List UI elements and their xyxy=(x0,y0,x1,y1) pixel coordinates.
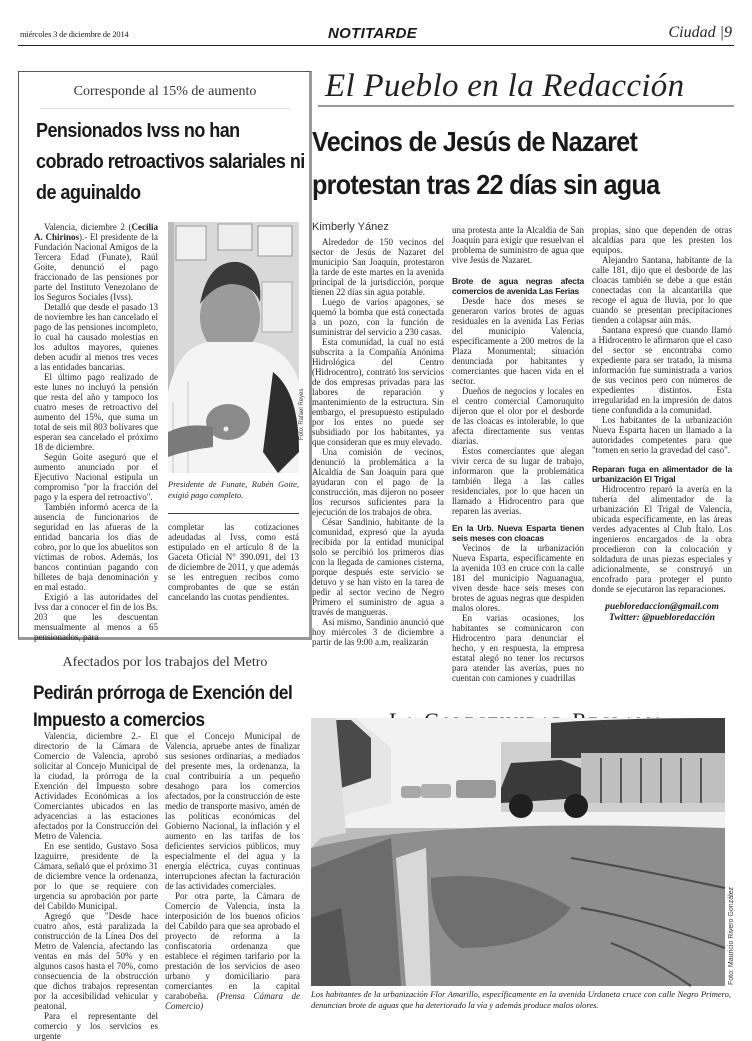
paragraph: Santana expresó que cuando llamó a Hidrocentro le afirmaron que el caso del sector se encontraba como expediente para ser tratado, la misma información fue suministrada a varios de sus vecinos pero con números de expedientes distintos. Esta irregularidad en la impresión de datos tiene confundida a la comunidad. xyxy=(592,325,732,415)
metro-headline: Pedirán prórroga de Exención del Impuesto a comercios xyxy=(33,683,293,731)
street-image xyxy=(311,718,725,986)
paragraph: Alejandro Santana, habitante de la calle 181, dijo que el desborde de las cloacas también se debe a que están conectadas con la alcantarilla que recoge el agua de lluvia, por lo que cuando se presentan precipitaciones tienden a colapsar aún más. xyxy=(592,255,732,325)
paragraph: Por otra parte, la Cámara de Comercio de Valencia, insta la interposición de los buenos oficios del Cabildo para que sea aprobado el proyecto de reforma a la confiscatoria ordenanza que establece el régimen tarifario por la prestación de los servicios de aseo urbano y domiciliario para comerciantes en la capital carabobeña. (Prensa Cámara de Comercio) xyxy=(165,891,300,1011)
caption-divider xyxy=(168,513,299,514)
subhead-nueva-esparta: En la Urb. Nueva Esparta tienen seis meses con cloacas xyxy=(452,523,584,543)
paragraph: Una comisión de vecinos, denunció la problemática a la Alcaldía de San Joaquín para que ayudaran con el pago de la construcción, mas dijeron no poseer los recursos suficientes para la ejecución de los trabajos de obra. xyxy=(312,447,444,517)
contact-info xyxy=(592,602,732,624)
banner-divider xyxy=(318,105,734,107)
paragraph: Dueños de negocios y locales en el centro comercial Camoruquito dijeron que el olor por el desborde de las cloacas es intolerable, lo que afecta directamente sus ventas diarias. xyxy=(452,386,584,446)
paragraph: En varias ocasiones, los habitantes se comunicaron con Hidrocentro para denunciar el hecho, y en respuesta, la empresa estatal alegó no tener los recursos para atender las averías, pues no cuentan con camiones y cuadrillas xyxy=(452,613,584,683)
pensionados-column-2 xyxy=(168,522,299,602)
vecinos-headline: Vecinos de Jesús de Nazaret protestan tras 22 días sin agua xyxy=(312,126,660,200)
paragraph: Según Goite aseguró que el aumento anunciado por el Ejecutivo Nacional estipula un compromiso "por la fracción del pago y la espera del retroactivo". xyxy=(34,452,158,502)
photo-credit: Foto: Rafael Reyes xyxy=(299,388,305,440)
photo-caption: Los habitantes de la urbanización Flor Amarillo, específicamente en la avenida Urdaneta cruce con calle Negro Primero, denuncian brote de aguas que ha deteriorado la vía y además produce malos olores. xyxy=(311,989,731,1010)
paragraph: propias, sino que dependen de otras alcaldías para que les presten los equipos. xyxy=(592,225,732,255)
paragraph: Detalló que desde el pasado 13 de noviembre les han cancelado el pago de las pensiones incompleto, lo cual ha causado molestias en los adultos mayores, quienes deben acudir al menos tres veces a las entidades bancarias. xyxy=(34,302,158,372)
contact-email-link[interactable]: puebloredaccion@gmail.com xyxy=(605,602,719,612)
funate-president-photo xyxy=(168,222,299,473)
paragraph: Luego de varios apagones, se quemó la bomba que está conectada a un pozo, con la función de suministrar del servicio a 230 casas. xyxy=(312,297,444,337)
vecinos-column-3 xyxy=(592,225,732,624)
metro-column-2 xyxy=(165,731,300,1011)
subhead-las-ferias: Brote de agua negras afecta comercios de avenida Las Ferias xyxy=(452,276,584,296)
newspaper-logo: NOTITARDE xyxy=(328,25,418,42)
paragraph: Desde hace dos meses se generaron varios brotes de aguas residuales en la avenida Las Ferias del municipio Valencia, específicamente a 200 metros de la Plaza Monumental; situación denunciada por habitantes y comerciantes que hacen vida en el sector. xyxy=(452,296,584,386)
section-page-number: Ciudad |9 xyxy=(668,24,732,41)
photo-credit: Foto: Mauricio Rivero González xyxy=(728,886,735,985)
paragraph: una protesta ante la Alcaldía de San Joaquín para exigir que resuelvan el problema de suministro de agua que vive Jesús de Nazaret. xyxy=(452,225,584,265)
subhead-el-trigal: Reparan fuga en alimentador de la urbanización El Trigal xyxy=(592,464,732,484)
paragraph: completar las cotizaciones adeudadas al Ivss, como está estipulado en el artículo 8 de la Gaceta Oficial N° 390.091, del 13 de diciembre de 2011, y que además se les entreguen recibos como comprobantes de que se están cancelando las cuotas pendientes. xyxy=(168,522,299,602)
vecinos-column-1 xyxy=(312,237,444,647)
paragraph: Agregó que "Desde hace cuatro años, está paralizada la construcción de la Línea Dos del Metro de Valencia, afectando las ventas en más del 50% y en algunos casos hasta el 70%, como consecuencia de la obstrucción que dichos trabajos representan por la accesibilidad vehicular y peatonal. xyxy=(34,911,158,1011)
pensionados-column-1 xyxy=(34,222,158,642)
paragraph: Así mismo, Sandinio anunció que hoy miércoles 3 de diciembre a partir de las 9:00 a.m, realizarán xyxy=(312,617,444,647)
paragraph: que el Concejo Municipal de Valencia, apruebe antes de finalizar sus sesiones ordinarias, a mediados del presente mes, la ordenanza, la cual contribuiría a un pequeño desahogo para los comercios afectados, por la construcción de este medio de transporte masivo, amén de las políticas económicas del Gobierno Nacional, la inflación y el aumento en las tarifas de los deficientes servicios públicos, muy especialmente el del agua y la energía eléctrica, cuyas continuas interrupciones afectan la facturación de las actividades comerciales. xyxy=(165,731,300,891)
paragraph: Alrededor de 150 vecinos del sector de Jesús de Nazaret del municipio San Joaquín, protestaron la tarde de este martes en la avenida principal de la jurisdicción, porque tienen 22 días sin agua potable. xyxy=(312,237,444,297)
metro-kicker: Afectados por los trabajos del Metro xyxy=(62,655,268,670)
paragraph: En ese sentido, Gustavo Sosa Izaguirre, presidente de la Cámara, señaló que el próximo 31 de diciembre vence la ordenanza, por lo que se requiere con urgencia su aprobación por parte del Cabildo Municipal. xyxy=(34,841,158,911)
pensionados-headline: Pensionados Ivss no han cobrado retroactivos salariales ni de aguinaldo xyxy=(36,120,305,204)
paragraph: César Sandinio, habitante de la comunidad, expresó que la ayuda recibida por la entidad municipal solo se percibió los primeros días con la llegada de camiones cisterna, porque después este servicio se detuvo y se han visto en la tarea de pedir al sector vecino de Negro Primero el suministro de agua a través de mangueras. xyxy=(312,517,444,617)
paragraph: El último pago realizado de este lunes no incluyó la pensión que resta del año y tampoco los cuatro meses de retroactivo del aumento del 15%, que suma un total de seis mil 803 bolívares que esperan sea cancelado el próximo 18 de diciembre. xyxy=(34,372,158,452)
header-divider xyxy=(18,45,734,46)
source-credit: (Prensa Cámara de Comercio) xyxy=(165,991,300,1011)
portrait-image xyxy=(168,222,299,473)
vecinos-column-2 xyxy=(452,225,584,683)
section-banner: El Pueblo en la Redacción xyxy=(325,68,685,104)
issue-date: miércoles 3 de diciembre de 2014 xyxy=(20,29,129,39)
contact-twitter-link[interactable]: Twitter: @puebloredacción xyxy=(609,613,715,623)
kicker-divider xyxy=(40,108,290,109)
pensionados-kicker: Corresponde al 15% de aumento xyxy=(73,84,257,99)
paragraph: Vecinos de la urbanización Nueva Esparta, específicamente en la avenida 103 en cruce con la calle 181 del municipio Naguanagua, viven desde hace seis meses con brotes de aguas negras que despiden malos olores. xyxy=(452,543,584,613)
paragraph: También informó acerca de la ausencia de funcionarios de seguridad en las afueras de la entidad bancaria los días de cobro, por lo que los abuelitos son víctimas de robos. Además, los bancos continúan pagando con billetes de baja denominación y en mal estado. xyxy=(34,502,158,592)
paragraph: Estos comerciantes que alegan vivir cerca de su lugar de trabajo, informaron que la problemática también llega a las calles residenciales, por lo que hacen un llamado a Hidrocentro para que reparen las averías. xyxy=(452,446,584,516)
paragraph: Esta comunidad, la cual no está subscrita a la Compañía Anónima Hidrológica del Centro (Hidrocentro), contrató los servicios de dos empresas privadas para las labores de reparación y mantenimiento de la estructura. Sin embargo, el presupuesto estipulado por los entes no puede ser subsidiado por los habitantes, ya que consideran que es muy elevado. xyxy=(312,337,444,447)
paragraph: Hidrocentro reparó la avería en la tubería del alimentador de la urbanización El Trigal de Valencia, ubicada específicamente, en las áreas verdes adyacentes al Club Ítalo. Los ingenieros encargados de la obra procedieron con la colocación y soldadura de unas piezas especiales y adicionalmente, se construyó un encofrado para proteger el punto donde se ejecutaron las reparaciones. xyxy=(592,484,732,594)
paragraph: Para el representante del comercio y los servicios es urgente xyxy=(34,1011,158,1041)
byline: Kimberly Yánez xyxy=(312,221,389,233)
photo-caption: Presidente de Funate, Rubén Goite, exigió pago completo. xyxy=(168,479,299,500)
flooded-street-photo xyxy=(311,718,725,986)
paragraph: Valencia, diciembre 2.- El directorio de la Cámara de Comercio de Valencia, aprobó solicitar al Concejo Municipal de la ciudad, la prórroga de la Exención del Impuesto sobre Actividades Económicas a los Comerciantes ubicados en las adyacencias a las estaciones afectados por la Construcción del Metro de Valencia. xyxy=(34,731,158,841)
paragraph: Los habitantes de la urbanización Nueva Esparta hacen un llamado a la autoridades competentes para que "tomen en serio la gravedad del caso". xyxy=(592,415,732,455)
paragraph: Exigió a las autoridades del Ivss dar a conocer el fin de los Bs. 203 que les descuentan mensualmente al menos a 65 pensionados, para xyxy=(34,592,158,642)
metro-column-1 xyxy=(34,731,158,1041)
pensionados-lead: Valencia, diciembre 2 (Cecilia A. Chirinos).- El presidente de la Fundación Nacional Amigos de la Tercera Edad (Funate), Raúl Goite, denunció el pago fraccionado de las pensiones por parte del Instituto Venezolano de los Seguros Sociales (Ivss). xyxy=(34,222,158,302)
author-name: Cecilia A. Chirinos xyxy=(34,222,158,242)
